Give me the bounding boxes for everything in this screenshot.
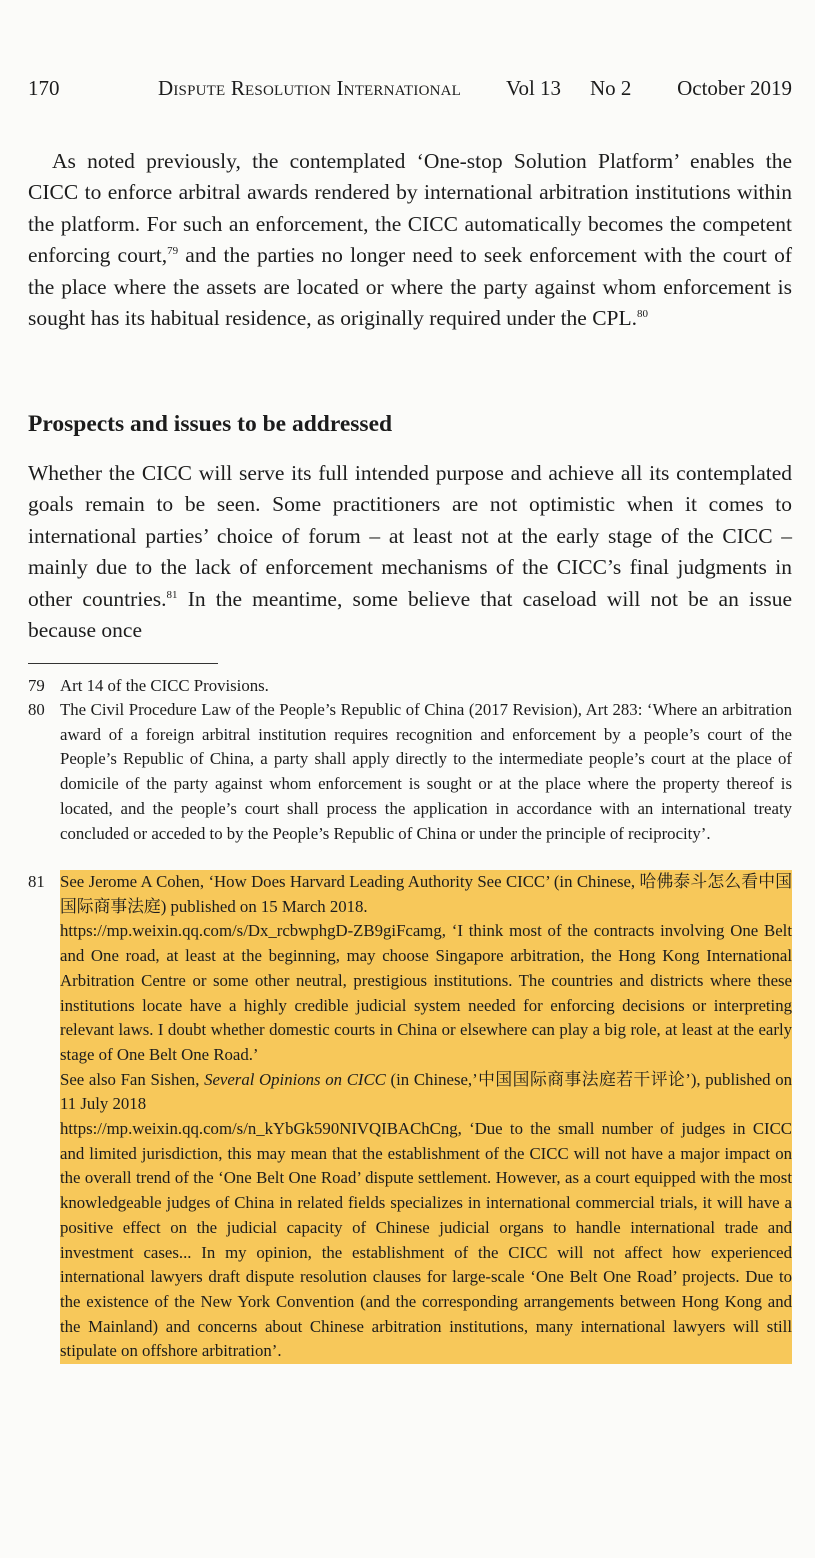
highlighted-quote-fan: https://mp.weixin.qq.com/s/n_kYbGk590NIVQIBAChCng, ‘Due to the small number of judges in CICC and limited jurisdiction, this may mean that the establishment of the CICC will not have a major impact on the overall trend of the ‘One Belt One Road’ dispute settlement. However, as a court equipped with the most knowledgeable judges of China in related fields specializes in international commercial trials, it will have a positive effect on the judicial capacity of Chinese judicial organs to handle international trade and investment cases... In my opinion, the establishment of the CICC will not affect how experienced international lawyers draft dispute resolution clauses for large-scale ‘One Belt One Road’ projects. Due to the existence of the New York Convention (and the corresponding arrangements between Hong Kong and the Mainland) and concerns about Chinese arbitration institutions, many international lawyers will still stipulate on offshore arbitration’. bbox=[60, 1117, 792, 1364]
footnote-ref-81[interactable]: 81 bbox=[166, 588, 178, 601]
footnote-divider bbox=[28, 663, 218, 664]
volume: Vol 13 bbox=[506, 76, 562, 100]
footnote-80 bbox=[28, 698, 792, 846]
paragraph-enforcement bbox=[28, 146, 792, 334]
footnote-number: 79 bbox=[28, 676, 45, 695]
footnote-79 bbox=[28, 674, 792, 699]
footnote-text: Art 14 of the CICC Provisions. bbox=[60, 676, 269, 695]
paragraph-text: As noted previously, the contemplated ‘One-stop Solution Platform’ enables the CICC to enforce arbitral awards rendered by international arbitration institutions within the platform. For such an enforcement, the CICC automatically becomes the competent enforcing court, bbox=[28, 149, 792, 268]
paragraph-text: In the meantime, some believe that caseload will not be an issue because once bbox=[28, 586, 792, 643]
footnote-ref-80[interactable]: 80 bbox=[637, 308, 649, 321]
journal-title: Dispute Resolution International bbox=[158, 76, 462, 100]
citation-text: See also Fan Sishen, bbox=[60, 1069, 205, 1089]
paragraph-text: Whether the CICC will serve its full intended purpose and achieve all its contemplated goals remain to be seen. Some practitioners are not optimistic when it comes to international parties’ choice of forum – at least not at the early stage of the CICC – mainly due to the lack of enforcement mechanisms of the CICC’s final judgments in other countries. bbox=[28, 461, 792, 611]
highlighted-citation-fan bbox=[60, 1068, 792, 1117]
page-number: 170 bbox=[28, 76, 60, 100]
section-heading: Prospects and issues to be addressed bbox=[28, 411, 393, 437]
issue-date: October 2019 bbox=[677, 76, 792, 100]
footnote-number: 81 bbox=[28, 872, 45, 891]
citation-text: (in Chinese,’中国国际商事法庭若干评论’), published on 11 July 2018 bbox=[60, 1069, 792, 1114]
issue-number: No 2 bbox=[590, 76, 632, 100]
footnote-number: 80 bbox=[28, 700, 45, 719]
paragraph-prospects bbox=[28, 458, 792, 646]
footnote-ref-79[interactable]: 79 bbox=[167, 245, 179, 258]
paragraph-text: and the parties no longer need to seek enforcement with the court of the place where the assets are located or where the party against whom enforcement is sought has its habitual residence, as originally required under the CPL. bbox=[28, 243, 792, 331]
footnote-text: The Civil Procedure Law of the People’s Republic of China (2017 Revision), Art 283: ‘Where an arbitration award of a foreign arbitral institution requires recognition and enforcement by a people’s court of the People’s Republic of China, a party shall apply directly to the intermediate people’s court at the place of domicile of the party against whom enforcement is sought or at the place where the property thereof is located, and the people’s court shall process the application in accordance with an international treaty concluded or acceded to by the People’s Republic of China or under the principle of reciprocity’. bbox=[60, 700, 792, 843]
citation-title: Several Opinions on CICC bbox=[204, 1069, 386, 1089]
footnote-81 bbox=[28, 870, 792, 1364]
highlighted-quote-cohen: https://mp.weixin.qq.com/s/Dx_rcbwphgD-ZB9giFcamg, ‘I think most of the contracts involving One Belt and One road, at least at the beginning, may choose Singapore arbitration, the Hong Kong International Arbitration Centre or some other neutral, prestigious institutions. The countries and districts where these institutions locate have a highly credible judicial system needed for enforcing decisions or interpreting relevant laws. I doubt whether domestic courts in China or elsewhere can play a big role, at least at the early stage of One Belt One Road.’ bbox=[60, 919, 792, 1067]
highlighted-citation-cohen: See Jerome A Cohen, ‘How Does Harvard Leading Authority See CICC’ (in Chinese, 哈佛泰斗怎么看中国国际商事法庭) published on 15 March 2018. bbox=[60, 870, 792, 919]
footnote-text bbox=[60, 870, 792, 1364]
